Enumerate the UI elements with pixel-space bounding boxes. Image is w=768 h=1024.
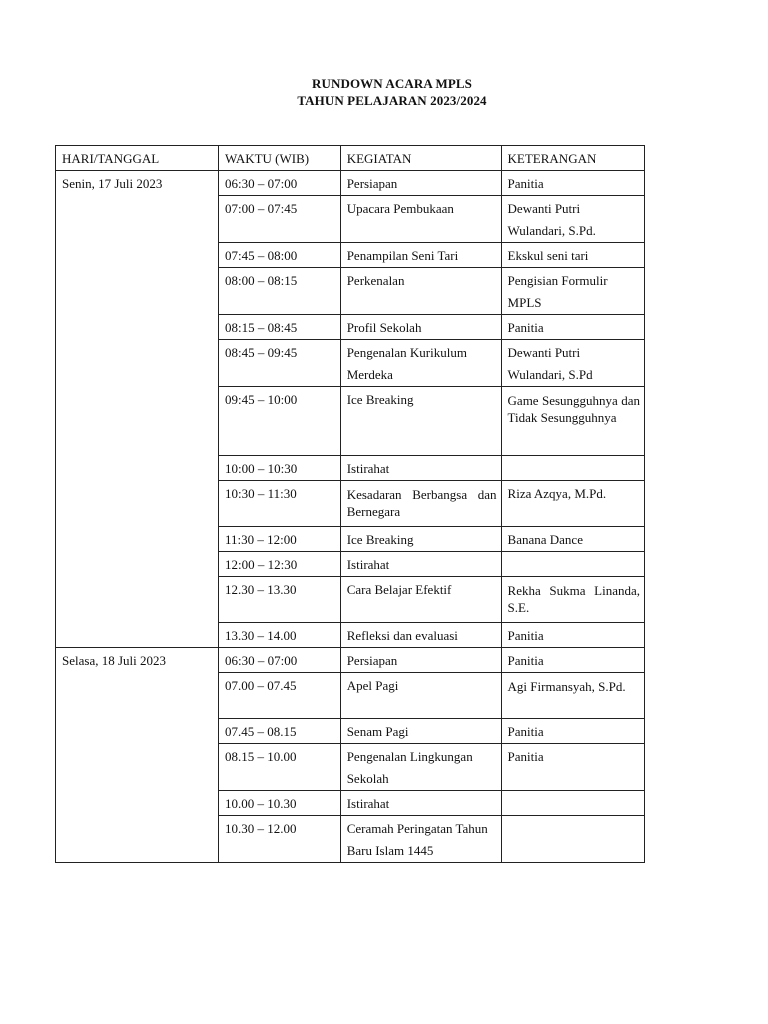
time-cell: 08:00 – 08:15: [219, 268, 341, 315]
activity-cell: Penampilan Seni Tari: [340, 243, 501, 268]
time-cell: 13.30 – 14.00: [219, 623, 341, 648]
activity-cell: Ceramah Peringatan Tahun Baru Islam 1445: [340, 816, 501, 863]
note-cell: Panitia: [501, 623, 644, 648]
time-cell: 10:00 – 10:30: [219, 456, 341, 481]
note-cell: Banana Dance: [501, 527, 644, 552]
table-row: [56, 648, 645, 673]
activity-cell: Refleksi dan evaluasi: [340, 623, 501, 648]
note-cell: Game Sesungguhnya dan Tidak Sesungguhnya: [501, 387, 644, 456]
note-cell: [501, 552, 644, 577]
activity-cell: Ice Breaking: [340, 527, 501, 552]
header-cell: KEGIATAN: [340, 146, 501, 171]
activity-cell: Pengenalan Lingkungan Sekolah: [340, 744, 501, 791]
note-cell: [501, 456, 644, 481]
time-cell: 08:15 – 08:45: [219, 315, 341, 340]
activity-cell: Kesadaran Berbangsa dan Bernegara: [340, 481, 501, 527]
note-cell: Dewanti Putri Wulandari, S.Pd: [501, 340, 644, 387]
note-cell: Pengisian Formulir MPLS: [501, 268, 644, 315]
time-cell: 10.30 – 12.00: [219, 816, 341, 863]
activity-cell: Cara Belajar Efektif: [340, 577, 501, 623]
note-cell: [501, 816, 644, 863]
activity-cell: Apel Pagi: [340, 673, 501, 719]
time-cell: 10.00 – 10.30: [219, 791, 341, 816]
header-cell: KETERANGAN: [501, 146, 644, 171]
note-cell: Panitia: [501, 719, 644, 744]
table-row: [56, 171, 645, 196]
note-cell: Panitia: [501, 171, 644, 196]
activity-cell: Profil Sekolah: [340, 315, 501, 340]
header-row: [56, 146, 645, 171]
activity-cell: Persiapan: [340, 648, 501, 673]
activity-cell: Istirahat: [340, 456, 501, 481]
time-cell: 06:30 – 07:00: [219, 171, 341, 196]
note-cell: Ekskul seni tari: [501, 243, 644, 268]
activity-cell: Istirahat: [340, 552, 501, 577]
time-cell: 08:45 – 09:45: [219, 340, 341, 387]
header-cell: HARI/TANGGAL: [56, 146, 219, 171]
activity-cell: Persiapan: [340, 171, 501, 196]
note-cell: Rekha Sukma Linanda, S.E.: [501, 577, 644, 623]
time-cell: 07:45 – 08:00: [219, 243, 341, 268]
activity-cell: Upacara Pembukaan: [340, 196, 501, 243]
document-title-line2: TAHUN PELAJARAN 2023/2024: [297, 93, 487, 108]
note-cell: Panitia: [501, 648, 644, 673]
day-cell: Selasa, 18 Juli 2023: [56, 648, 219, 863]
time-cell: 08.15 – 10.00: [219, 744, 341, 791]
time-cell: 07.00 – 07.45: [219, 673, 341, 719]
time-cell: 11:30 – 12:00: [219, 527, 341, 552]
note-cell: Riza Azqya, M.Pd.: [501, 481, 644, 527]
note-cell: Panitia: [501, 315, 644, 340]
day-cell: Senin, 17 Juli 2023: [56, 171, 219, 648]
document-title-line1: RUNDOWN ACARA MPLS: [312, 76, 472, 91]
header-cell: WAKTU (WIB): [219, 146, 341, 171]
activity-cell: Senam Pagi: [340, 719, 501, 744]
time-cell: 06:30 – 07:00: [219, 648, 341, 673]
activity-cell: Pengenalan Kurikulum Merdeka: [340, 340, 501, 387]
note-cell: Dewanti Putri Wulandari, S.Pd.: [501, 196, 644, 243]
note-cell: Agi Firmansyah, S.Pd.: [501, 673, 644, 719]
activity-cell: Ice Breaking: [340, 387, 501, 456]
time-cell: 12:00 – 12:30: [219, 552, 341, 577]
time-cell: 12.30 – 13.30: [219, 577, 341, 623]
schedule-table: [55, 145, 645, 863]
time-cell: 10:30 – 11:30: [219, 481, 341, 527]
time-cell: 07:00 – 07:45: [219, 196, 341, 243]
time-cell: 09:45 – 10:00: [219, 387, 341, 456]
activity-cell: Istirahat: [340, 791, 501, 816]
note-cell: [501, 791, 644, 816]
activity-cell: Perkenalan: [340, 268, 501, 315]
time-cell: 07.45 – 08.15: [219, 719, 341, 744]
note-cell: Panitia: [501, 744, 644, 791]
